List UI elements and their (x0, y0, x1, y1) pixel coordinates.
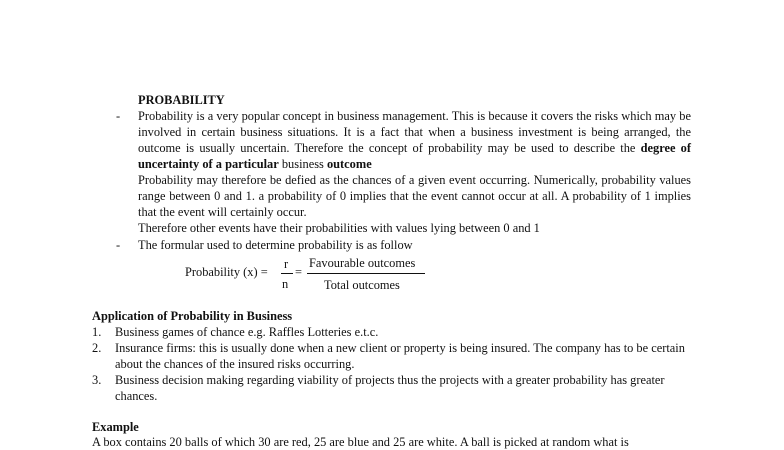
intro-paragraph (138, 108, 691, 172)
range-paragraph: Therefore other events have their probabilities with values lying between 0 and 1 (138, 221, 540, 235)
intro-bold-phrase: degree of uncertainty of a particular (138, 141, 691, 171)
example-text: A box contains 20 balls of which 30 are red, 25 are blue and 25 are white. A ball is picked at random what is (92, 435, 629, 449)
list-number: 3. (92, 373, 102, 387)
intro-text: Probability is a very popular concept in business management. This is because it covers the risks which may be involved in certain business situations. It is a fact that when a business investment is being arranged, the outcome is usually uncertain. Therefore the concept of probability may be used to describe the (138, 109, 691, 155)
fraction-line-short (281, 273, 293, 274)
section-heading: Application of Probability in Business (92, 309, 293, 323)
formula-denominator: Total outcomes (324, 278, 400, 292)
list-number: 1. (92, 325, 102, 339)
formula-equals: = (295, 265, 302, 279)
bullet-marker: - (116, 238, 121, 252)
intro-bold-outcome: outcome (326, 157, 372, 171)
formula-numerator: Favourable outcomes (309, 256, 416, 270)
formula-n: n (282, 277, 289, 291)
fraction-line-long (307, 273, 425, 274)
formula-intro: The formular used to determine probability is as follow (138, 238, 413, 252)
intro-word: business (281, 157, 324, 171)
list-item: Business decision making regarding viability of projects thus the projects with a greater probability has greater chances. (115, 373, 665, 403)
example-heading: Example (92, 420, 139, 434)
probability-formula (185, 254, 445, 294)
bullet-marker: - (116, 109, 121, 123)
formula-r: r (284, 257, 289, 271)
list-item: Business games of chance e.g. Raffles Lotteries e.t.c. (115, 325, 379, 339)
list-item: Insurance firms: this is usually done when a new client or property is being insured. The company has to be certain about the chances of the insured risks occurring. (115, 341, 685, 371)
definition-paragraph: Probability may therefore be defied as the chances of a given event occurring. Numerically, probability values range between 0 and 1. a probability of 0 implies that the event cannot occur at all. A probability of 1 implies that the event will certainly occur. (138, 173, 691, 219)
formula-lhs: Probability (x) = (185, 265, 268, 279)
list-number: 2. (92, 341, 102, 355)
page-title: PROBABILITY (138, 93, 225, 107)
